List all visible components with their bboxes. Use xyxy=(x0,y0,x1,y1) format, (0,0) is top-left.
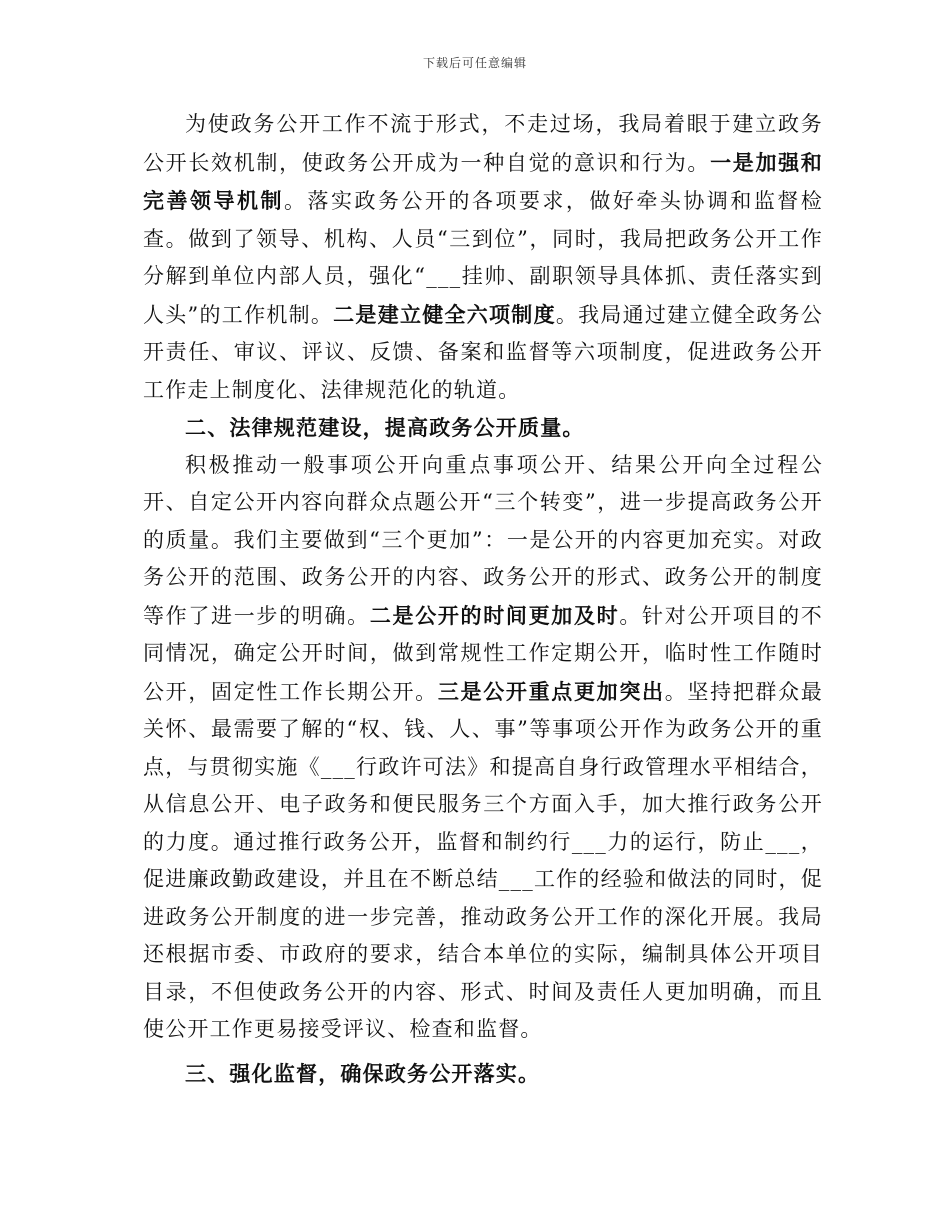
paragraph-2-text-a: 积极推动一般事项公开向重点事项公开、结果公开向全过程公开、自定公开内容向群众点题公开“三个转变”，进一步提高政务公开的质量。我们主要做到“三个更加”：一是公开的内容更加充实。对政务公开的范围、政务公开的内容、政务公开的形式、政务公开的制度等作了进一步的明确。 xyxy=(143,452,823,628)
paragraph-1-bold-b: 二是建立健全六项制度 xyxy=(333,301,556,327)
paragraph-1-text-a: 为使政务公开工作不流于形式，不走过场，我局着眼于建立政务公开长效机制，使政务公开成为一种自觉的意识和行为。 xyxy=(143,112,823,175)
paragraph-2-text-c: 。坚持把群众最关怀、最需要了解的“权、钱、人、事”等事项公开作为政务公开的重点，与贯彻实施《___行政许可法》和提高自身行政管理水平相结合，从信息公开、电子政务和便民服务三个方面入手，加大推行政务公开的力度。通过推行政务公开，监督和制约行___力的运行，防止___，促进廉政勤政建设，并且在不断总结___工作的经验和做法的同时，促进政务公开制度的进一步完善，推动政务公开工作的深化开展。我局还根据市委、市政府的要求，结合本单位的实际，编制具体公开项目目录，不但使政务公开的内容、形式、时间及责任人更加明确，而且使公开工作更易接受评议、检查和监督。 xyxy=(143,679,823,1041)
paragraph-1-bold-a: 一是加强和完善领导机制 xyxy=(143,149,824,213)
paragraph-1-text-c: 。我局通过建立健全政务公开责任、审议、评议、反馈、备案和监督等六项制度，促进政务公开工作走上制度化、法律规范化的轨道。 xyxy=(143,302,823,402)
paragraph-2-text-b: 。针对公开项目的不同情况，确定公开时间，做到常规性工作定期公开，临时性工作随时公开，固定性工作长期公开。 xyxy=(143,603,824,704)
paragraph-2-bold-b: 三是公开重点更加突出 xyxy=(437,678,665,704)
page-header: 下载后可任意编辑 xyxy=(422,56,527,70)
paragraph-2-bold-a: 二是公开的时间更加及时 xyxy=(369,602,620,628)
section-heading-2: 二、法律规范建设，提高政务公开质量。 xyxy=(185,415,585,440)
paragraph-1 xyxy=(143,106,823,409)
document-body xyxy=(143,106,823,1092)
paragraph-2 xyxy=(143,447,823,1049)
section-heading-3: 三、强化监督，确保政务公开落实。 xyxy=(185,1060,541,1086)
paragraph-1-text-b: 。落实政务公开的各项要求，做好牵头协调和监督检查。做到了领导、机构、人员“三到位”，同时，我局把政务公开工作分解到单位内部人员，强化“___挂帅、副职领导具体抓、责任落实到人头”的工作机制。 xyxy=(143,189,823,327)
